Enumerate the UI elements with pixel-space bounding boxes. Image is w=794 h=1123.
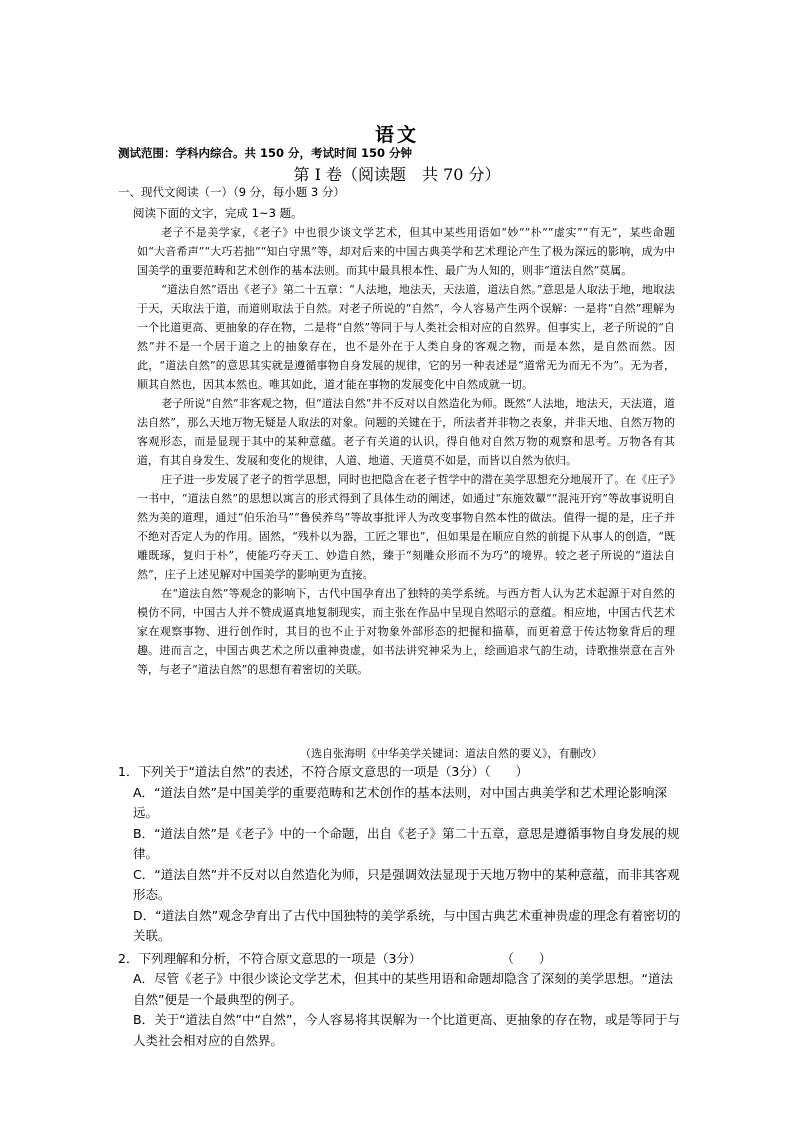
- question-stem: 2．下列理解和分析，不符合原文意思的一项是（3分）: [118, 950, 422, 966]
- option-c[interactable]: C．“道法自然”并不反对以自然造化为师，只是强调效法显现于天地万物中的某种意蕴，而非其客观形态。: [133, 866, 680, 902]
- reading-passage: [133, 204, 675, 679]
- question-stem: 1．下列关于“道法自然”的表述，不符合原文意思的一项是（3分）（ ）: [118, 764, 529, 779]
- option-b[interactable]: B．关于“道法自然”中“自然”，今人容易将其误解为一个比道更高、更抽象的存在物，或是等同于与人类社会相对应的自然界。: [133, 1012, 680, 1048]
- part1-heading: 一、现代文阅读（一）（9 分，每小题 3 分）: [118, 185, 345, 199]
- passage-paragraph: 庄子进一步发展了老子的哲学思想，同时也把隐含在老子哲学中的潜在美学思想充分地展开了。在《庄子》一书中，“道法自然”的思想以寓言的形式得到了具体生动的阐述，如通过“东施效颦”“混沌开窍”等故事说明自然为美的道理，通过“伯乐治马”“鲁侯养鸟”等故事批评人为改变事物自然本性的做法。值得一提的是，庄子并不绝对否定人为的作用。固然，“残朴以为器，工匠之罪也”，但如果是在顺应自然的前提下从事人的创造，“既雕既琢，复归于朴”，使能巧夺天工、妙造自然，臻于“刻雕众形而不为巧”的境界。较之老子所说的“道法自然”，庄子上述见解对中国美学的影响更为直接。: [137, 473, 675, 581]
- reading-instruction: 阅读下面的文字，完成 1~3 题。: [133, 206, 303, 220]
- question-1: [118, 762, 684, 947]
- question-list: [118, 762, 684, 1051]
- exam-scope: 测试范围：学科内综合。共 150 分，考试时间 150 分钟: [118, 146, 413, 160]
- option-b[interactable]: B．“道法自然”是《老子》中的一个命题，出自《老子》第二十五章，意思是遵循事物自身发展的规律。: [133, 825, 680, 861]
- section-title: 第 I 卷（阅读题 共 70 分）: [293, 165, 501, 184]
- passage-paragraph: 老子不是美学家，《老子》中也很少谈文学艺术，但其中某些用语如“妙”“朴”“虚实”“有无”，某些命题如“大音希声”“大巧若拙”“知白守黑”等，却对后来的中国古典美学和艺术理论产生了极为深远的影响，成为中国美学的重要范畴和艺术创作的基本法则。而其中最具根本性、最广为人知的，则非“道法自然”莫属。: [137, 226, 675, 277]
- passage-paragraph: 老子所说“自然”非客观之物，但“道法自然”并不反对以自然造化为师。既然“人法地，地法天，天法道，道法自然”，那么天地万物无疑是人取法的对象。问题的关键在于，所法者并非物之表象，并非天地、自然万物的客观形态，而是显现于其中的某种意蕴。老子有关道的认识，得自他对自然万物的观察和思考。万物各有其道，有其自身发生、发展和变化的规律，人道、地道、天道莫不如是，而皆以自然为依归。: [137, 397, 675, 467]
- passage-source: （选自张海明《中华美学关键词：道法自然的要义》，有删改）: [300, 747, 603, 760]
- answer-blank[interactable]: （ ）: [501, 950, 552, 966]
- passage-paragraph: “道法自然”语出《老子》第二十五章：“人法地，地法天，天法道，道法自然。”意思是人取法于地，地取法于天，天取法于道，而道则取法于自然。对老子所说的“自然”，今人容易产生两个误解：一是将“自然”理解为一个比道更高、更抽象的存在物，二是将“自然”等同于与人类社会相对应的自然界。但事实上，老子所说的“自然”并不是一个居于道之上的抽象存在，也不是外在于人类自身的客观之物，而是本然，是自然而然。因此，“道法自然”的意思其实就是遵循事物自身发展的规律，它的另一种表述是“道常无为而无不为”。无为者，顺其自然也，因其本然也。唯其如此，道才能在事物的发展变化中自然成就一切。: [137, 283, 675, 391]
- question-stem-line: [118, 949, 684, 970]
- option-a[interactable]: A．尽管《老子》中很少谈论文学艺术，但其中的某些用语和命题却隐含了深刻的美学思想。“道法自然”便是一个最典型的例子。: [133, 971, 674, 1007]
- option-a[interactable]: A．“道法自然”是中国美学的重要范畴和艺术创作的基本法则，对中国古典美学和艺术理论影响深远。: [133, 784, 668, 820]
- question-2: [118, 949, 684, 1052]
- passage-paragraph: 在“道法自然”等观念的影响下，古代中国孕育出了独特的美学系统。与西方哲人认为艺术起源于对自然的模仿不同，中国古人并不赞成逼真地复制现实，而主张在作品中呈现自然昭示的意蕴。相应地，中国古代艺术家在观察事物、进行创作时，其目的也不止于对物象外部形态的把握和描摹，而更着意于传达物象背后的理趣。进而言之，中国古典艺术之所以重神贵虚，如书法讲究神采为上，绘画追求气韵生动，诗歌推崇意在言外等，与老子“道法自然”的思想有着密切的关联。: [137, 587, 675, 676]
- option-d[interactable]: D．“道法自然”观念孕育出了古代中国独特的美学系统，与中国古典艺术重神贵虚的理念有着密切的关联。: [133, 907, 681, 943]
- page-title: 语文: [374, 124, 419, 146]
